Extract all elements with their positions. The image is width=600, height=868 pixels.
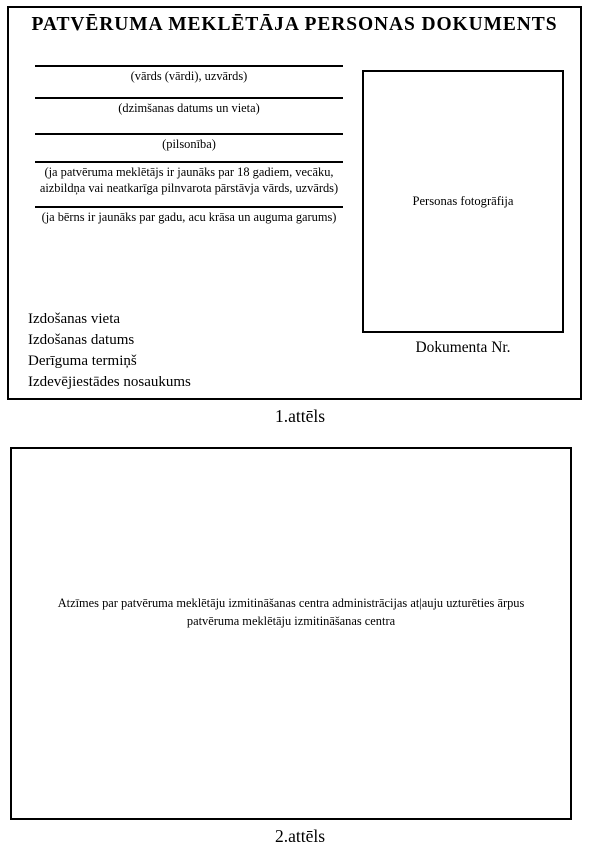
issuance-details-list	[28, 309, 338, 393]
field-guardian-label: (ja patvēruma meklētājs ir jaunāks par 18 gadiem, vecāku, aizbildņa vai neatkarīga pilnvarota pārstāvja vārds, uzvārds)	[39, 165, 339, 195]
field-name-label: (vārds (vārdi), uzvārds)	[130, 69, 248, 83]
spacer	[35, 197, 343, 206]
page-title: PATVĒRUMA MEKLĒTĀJA PERSONAS DOKUMENTS	[31, 14, 558, 35]
spacer	[35, 85, 343, 97]
document-number-label: Dokumenta Nr.	[415, 339, 511, 356]
list-item: Izdošanas datums	[28, 332, 135, 348]
field-citizenship	[35, 133, 343, 153]
personal-data-fields	[35, 65, 343, 226]
spacer	[35, 152, 343, 161]
photo-placeholder-label: Personas fotogrāfija	[412, 194, 514, 208]
field-infant-details	[35, 206, 343, 226]
list-item: Izdošanas vieta	[28, 311, 121, 327]
list-item: Derīguma termiņš	[28, 353, 137, 369]
figure-2-caption: 2.attēls	[274, 826, 326, 846]
field-birth	[35, 97, 343, 117]
field-birth-label: (dzimšanas datums un vieta)	[118, 100, 260, 115]
figure-2-card	[10, 447, 572, 820]
figure-1-card	[7, 6, 582, 400]
field-guardian	[35, 161, 343, 197]
field-citizenship-label: (pilsonība)	[162, 136, 216, 151]
list-item: Izdevējiestādes nosaukums	[28, 374, 191, 390]
spacer	[35, 117, 343, 133]
remarks-note-text: Atzīmes par patvēruma meklētāju izmitināšanas centra administrācijas at|auju uzturēties ārpus patvēruma meklētāju izmitināšanas centra	[57, 596, 525, 628]
photo-placeholder-box	[362, 70, 564, 333]
figure-1-caption: 1.attēls	[274, 406, 326, 426]
field-infant-details-label: (ja bērns ir jaunāks par gadu, acu krāsa un auguma garums)	[41, 209, 337, 224]
field-name	[35, 65, 343, 85]
